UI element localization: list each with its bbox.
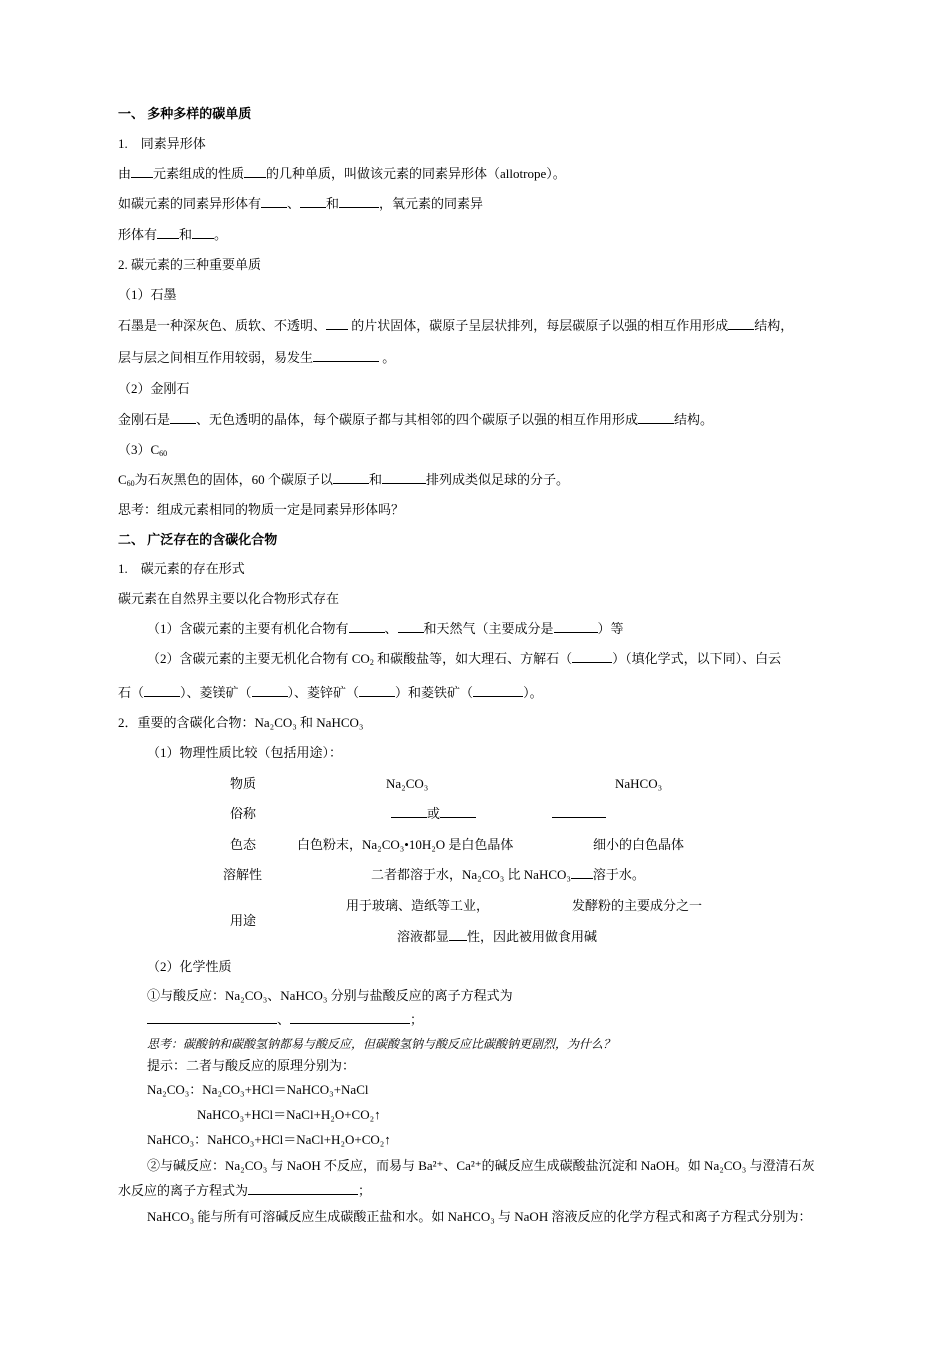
text: 和天然气（主要成分是 — [423, 621, 554, 636]
acid-reaction: ①与酸反应：Na₂CO₃、NaHCO₃ 分别与盐酸反应的离子方程式为 — [147, 988, 513, 1003]
blank[interactable] — [554, 621, 598, 633]
table-header-na2co3: Na₂CO₃ — [386, 776, 429, 791]
text: 和碳酸盐等，如大理石、方解石（ — [373, 651, 573, 666]
text: ）、菱锌矿（ — [287, 685, 360, 700]
subscript: 60 — [126, 479, 135, 488]
blank[interactable] — [339, 196, 379, 208]
heading-compounds: 2．重要的含碳化合物：Na₂CO₃ 和 NaHCO₃ — [118, 715, 364, 730]
text: 或 — [427, 806, 441, 821]
blank[interactable] — [170, 412, 196, 424]
blank[interactable] — [244, 166, 266, 178]
text: 结构。 — [674, 412, 714, 427]
c60-title — [118, 442, 167, 458]
text: 水反应的离子方程式为 — [118, 1183, 249, 1198]
text: ； — [358, 1183, 372, 1198]
table-header-substance: 物质 — [230, 776, 257, 791]
heading-existence: 1. 碳元素的存在形式 — [118, 561, 245, 576]
table-cell-na2co3-use: 用于玻璃、造纸等工业， — [346, 898, 490, 913]
blank[interactable] — [391, 806, 427, 818]
blank[interactable] — [248, 1183, 358, 1195]
blank[interactable] — [728, 318, 754, 330]
heading-three-forms: 2. 碳元素的三种重要单质 — [118, 257, 262, 272]
text: 的片状固体，碳原子呈层状排列，每层碳原子以强的相互作用形成 — [348, 318, 729, 333]
text: （2）含碳元素的主要无机化合物有 CO — [147, 651, 370, 666]
equation-1: Na₂CO₃：Na₂CO₃+HCl＝NaHCO₃+NaCl — [147, 1082, 369, 1097]
table-cell-use-common — [397, 929, 597, 945]
text: 如碳元素的同素异形体有 — [118, 196, 262, 211]
organic-line — [147, 621, 624, 637]
text: 的几种单质，叫做该元素的同素异形体（allotrope）。 — [266, 166, 566, 181]
blank[interactable] — [638, 412, 674, 424]
text: 石墨是一种深灰色、质软、不透明、 — [118, 318, 327, 333]
blank[interactable] — [398, 621, 424, 633]
chem-title: （2）化学性质 — [147, 959, 232, 974]
existence-intro: 碳元素在自然界主要以化合物形式存在 — [118, 591, 340, 606]
blank[interactable] — [571, 867, 593, 879]
blank[interactable] — [382, 472, 426, 484]
text: 、 — [277, 1012, 291, 1027]
table-cell-na2co3-appearance: 白色粉末，Na₂CO₃•10H₂O 是白色晶体 — [297, 837, 514, 852]
text: （3）C — [118, 442, 160, 457]
text: ）。 — [523, 685, 543, 700]
table-row-label-use: 用途 — [230, 913, 257, 928]
equation-3: NaHCO₃：NaHCO₃+HCl＝NaCl+H₂O+CO₂↑ — [147, 1132, 391, 1147]
table-row-label-solubility: 溶解性 — [223, 867, 263, 882]
table-header-nahco3: NaHCO₃ — [615, 776, 663, 791]
text: 元素组成的性质 — [153, 166, 245, 181]
blank[interactable] — [192, 227, 214, 239]
blank[interactable] — [144, 685, 180, 697]
text: 金刚石是 — [118, 412, 171, 427]
text: ）、菱镁矿（ — [180, 685, 252, 700]
c60-line — [118, 472, 569, 488]
base-reaction-1: ②与碱反应：Na₂CO₃ 与 NaOH 不反应，而易与 Ba²⁺、Ca²⁺的碱反应生成碳酸盐沉淀和 NaOH。如 Na₂CO₃ 与澄清石灰 — [147, 1158, 815, 1173]
inorganic-line-2 — [118, 685, 543, 701]
paragraph-allotrope-def — [118, 166, 566, 182]
text: 性，因此被用做食用碱 — [467, 929, 598, 944]
table-cell-nahco3-use: 发酵粉的主要成分之一 — [572, 898, 703, 913]
blank[interactable] — [349, 621, 385, 633]
think-question: 思考：组成元素相同的物质一定是同素异形体吗？ — [118, 502, 405, 517]
blank[interactable] — [300, 196, 326, 208]
text: ）和菱铁矿（ — [395, 685, 474, 700]
section-2-title: 二、 广泛存在的含碳化合物 — [118, 532, 278, 547]
graphite-title: （1）石墨 — [118, 287, 177, 302]
blank[interactable] — [252, 685, 288, 697]
text: 。 — [214, 227, 228, 242]
diamond-line — [118, 412, 713, 428]
text: 溶液都显 — [397, 929, 450, 944]
text: （1）含碳元素的主要有机化合物有 — [147, 621, 349, 636]
text: 结构， — [754, 318, 794, 333]
equation-2: NaHCO₃+HCl＝NaCl+H₂O+CO₂↑ — [197, 1107, 381, 1122]
section-1-title: 一、 多种多样的碳单质 — [118, 106, 252, 121]
blank[interactable] — [359, 685, 395, 697]
text: ； — [410, 1012, 424, 1027]
text: 二者都溶于水，Na₂CO₃ 比 NaHCO₃ — [371, 867, 571, 882]
graphite-line-2 — [118, 350, 395, 366]
graphite-line-1 — [118, 318, 793, 334]
table-row-label-appearance: 色态 — [230, 837, 257, 852]
blank[interactable] — [157, 227, 179, 239]
table-cell-nahco3-appearance: 细小的白色晶体 — [593, 837, 685, 852]
blank[interactable] — [473, 685, 523, 697]
text: 、 — [287, 196, 301, 211]
table-cell-nahco3-name — [552, 806, 606, 822]
blank[interactable] — [449, 929, 467, 941]
text: 。 — [379, 350, 396, 365]
text: ）（填化学式，以下同）、白云 — [612, 651, 782, 666]
nahco3-base-line: NaHCO₃ 能与所有可溶碱反应生成碳酸正盐和水。如 NaHCO₃ 与 NaOH 溶液反应的化学方程式和离子方程式分别为： — [147, 1209, 812, 1224]
blank[interactable] — [333, 472, 369, 484]
think-question-2: 思考：碳酸钠和碳酸氢钠都易与酸反应，但碳酸氢钠与酸反应比碳酸钠更剧烈，为什么？ — [147, 1037, 616, 1051]
text: 、 — [384, 621, 398, 636]
diamond-title: （2）金刚石 — [118, 381, 190, 396]
heading-allotrope: 1. 同素异形体 — [118, 136, 206, 151]
text: ，氧元素的同素异 — [379, 196, 484, 211]
base-reaction-2 — [118, 1183, 371, 1199]
blank[interactable] — [131, 166, 153, 178]
blank[interactable] — [326, 318, 348, 330]
blank[interactable] — [147, 1012, 277, 1024]
blank[interactable] — [572, 651, 612, 663]
hint: 提示：二者与酸反应的原理分别为： — [147, 1058, 356, 1073]
text: 、无色透明的晶体，每个碳原子都与其相邻的四个碳原子以强的相互作用形成 — [196, 412, 639, 427]
subscript: 60 — [159, 449, 168, 458]
paragraph-carbon-allotropes — [118, 196, 483, 212]
subscript: 2 — [369, 658, 374, 667]
paragraph-oxygen-allotropes — [118, 227, 227, 243]
acid-blanks — [147, 1012, 423, 1028]
blank[interactable] — [290, 1012, 410, 1024]
blank[interactable] — [261, 196, 287, 208]
blank[interactable] — [313, 350, 379, 362]
text: 和 — [368, 472, 382, 487]
blank[interactable] — [440, 806, 476, 818]
text: 排列成类似足球的分子。 — [425, 472, 569, 487]
text: 层与层之间相互作用较弱，易发生 — [118, 350, 314, 365]
text: 和 — [179, 227, 193, 242]
text: ）等 — [597, 621, 624, 636]
table-row-label-common-name: 俗称 — [230, 806, 257, 821]
table-cell-solubility — [371, 867, 645, 883]
text: 由 — [118, 166, 132, 181]
text: 溶于水。 — [592, 867, 645, 882]
text: 为石灰黑色的固体，60 个碳原子以 — [134, 472, 333, 487]
blank[interactable] — [552, 806, 606, 818]
table-cell-na2co3-names — [391, 806, 476, 822]
text: 形体有 — [118, 227, 158, 242]
text: C — [118, 472, 127, 487]
text: 石（ — [118, 685, 145, 700]
phys-title: （1）物理性质比较（包括用途）： — [147, 745, 343, 760]
text: 和 — [326, 196, 340, 211]
inorganic-line-1 — [147, 651, 781, 667]
